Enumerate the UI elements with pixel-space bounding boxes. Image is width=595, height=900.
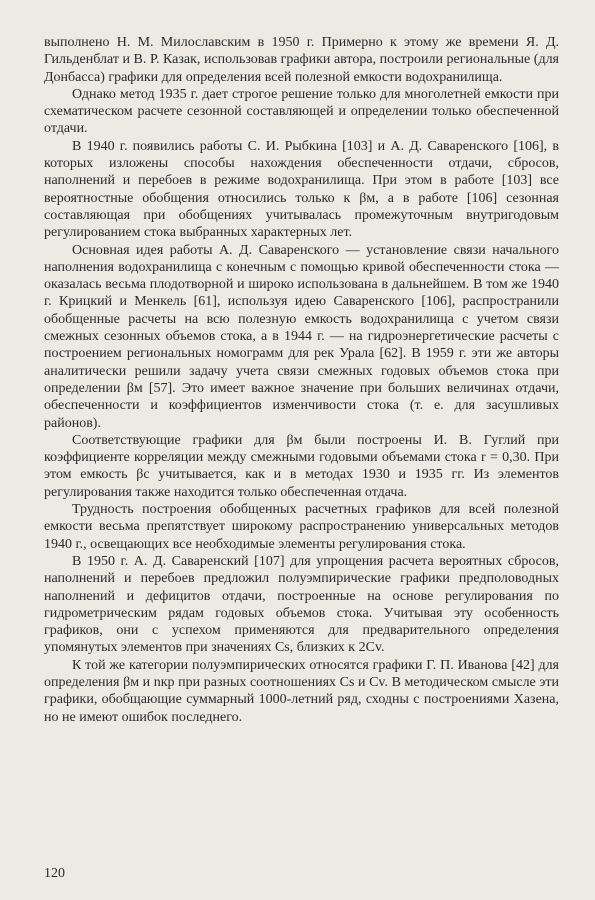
paragraph-8: К той же категории полуэмпирических относятся графики Г. П. Иванова [42] для определения βм и nкр при разных соотношениях Cs и Cv. В методическом смысле эти графики, обобщающие суммарный 1000-летний ряд, сходны с построениями Хазена, но не имеют ошибок последнего. (44, 657, 559, 725)
paragraph-6: Трудность построения обобщенных расчетных графиков для всей полезной емкости весьма препятствует широкому распространению универсальных методов 1940 г., освещающих все необходимые элементы регулирования стока. (44, 502, 559, 552)
paragraph-2: Однако метод 1935 г. дает строгое решение только для многолетней емкости при схематическом расчете сезонной составляющей и определении только обеспеченной отдачи. (44, 86, 559, 137)
paragraph-1: выполнено Н. М. Милославским в 1950 г. Примерно к этому же времени Я. Д. Гильденблат и В. Р. Казак, использовав графики автора, построили региональные (для Донбасса) графики для определения всей полезной емкости водохранилища. (44, 35, 559, 85)
paragraph-3: В 1940 г. появились работы С. И. Рыбкина [103] и А. Д. Саваренского [106], в которых изложены способы нахождения обеспеченности отдачи, сбросов, наполнений и перебоев в режиме водохранилища. При этом в работе [103] все вероятностные обобщения относились только к βм, а в работе [106] сезонная составляющая при обобщениях учитывалась промежуточным внутригодовым регулированием стока выбранных характерных лет. (44, 138, 559, 241)
paragraph-4: Основная идея работы А. Д. Саваренского — установление связи начального наполнения водохранилища с конечным с помощью кривой обеспеченности стока — оказалась весьма плодотворной и широко использована в дальнейшем. В том же 1940 г. Крицкий и Менкель [61], используя идею Саваренского [106], распространили обобщенные расчеты на всю полезную емкость водохранилища с учетом связи смежных сезонных объемов стока, а в 1944 г. — на гидроэнергетические расчеты с построением региональных номограмм для рек Урала [62]. В 1959 г. эти же авторы аналитически решили задачу учета связи смежных годовых объемов стока при определении βм [57]. Это имеет важное значение при больших величинах отдачи, обеспеченности и коэффициентов изменчивости стока (т. е. для засушливых районов). (44, 242, 559, 431)
page-number: 120 (44, 866, 65, 881)
paragraph-7: В 1950 г. А. Д. Саваренский [107] для упрощения расчета вероятных сбросов, наполнений и перебоев предложил полуэмпирические графики предполоводных наполнений и дефицитов отдачи, построенные на основе регулирования по гидрометрическим рядам годовых объемов стока. Учитывая эту особенность графиков, они с успехом применяются для предварительного определения упомянутых элементов при значениях Cs, близких к 2Cv. (44, 553, 559, 656)
paragraph-5: Соответствующие графики для βм были построены И. В. Гуглий при коэффициенте корреляции между смежными годовыми объемами стока r = 0,30. При этом емкость βс учитывается, как и в методах 1930 и 1935 гг. Из элементов регулирования также находится только обеспеченная отдача. (44, 432, 559, 500)
